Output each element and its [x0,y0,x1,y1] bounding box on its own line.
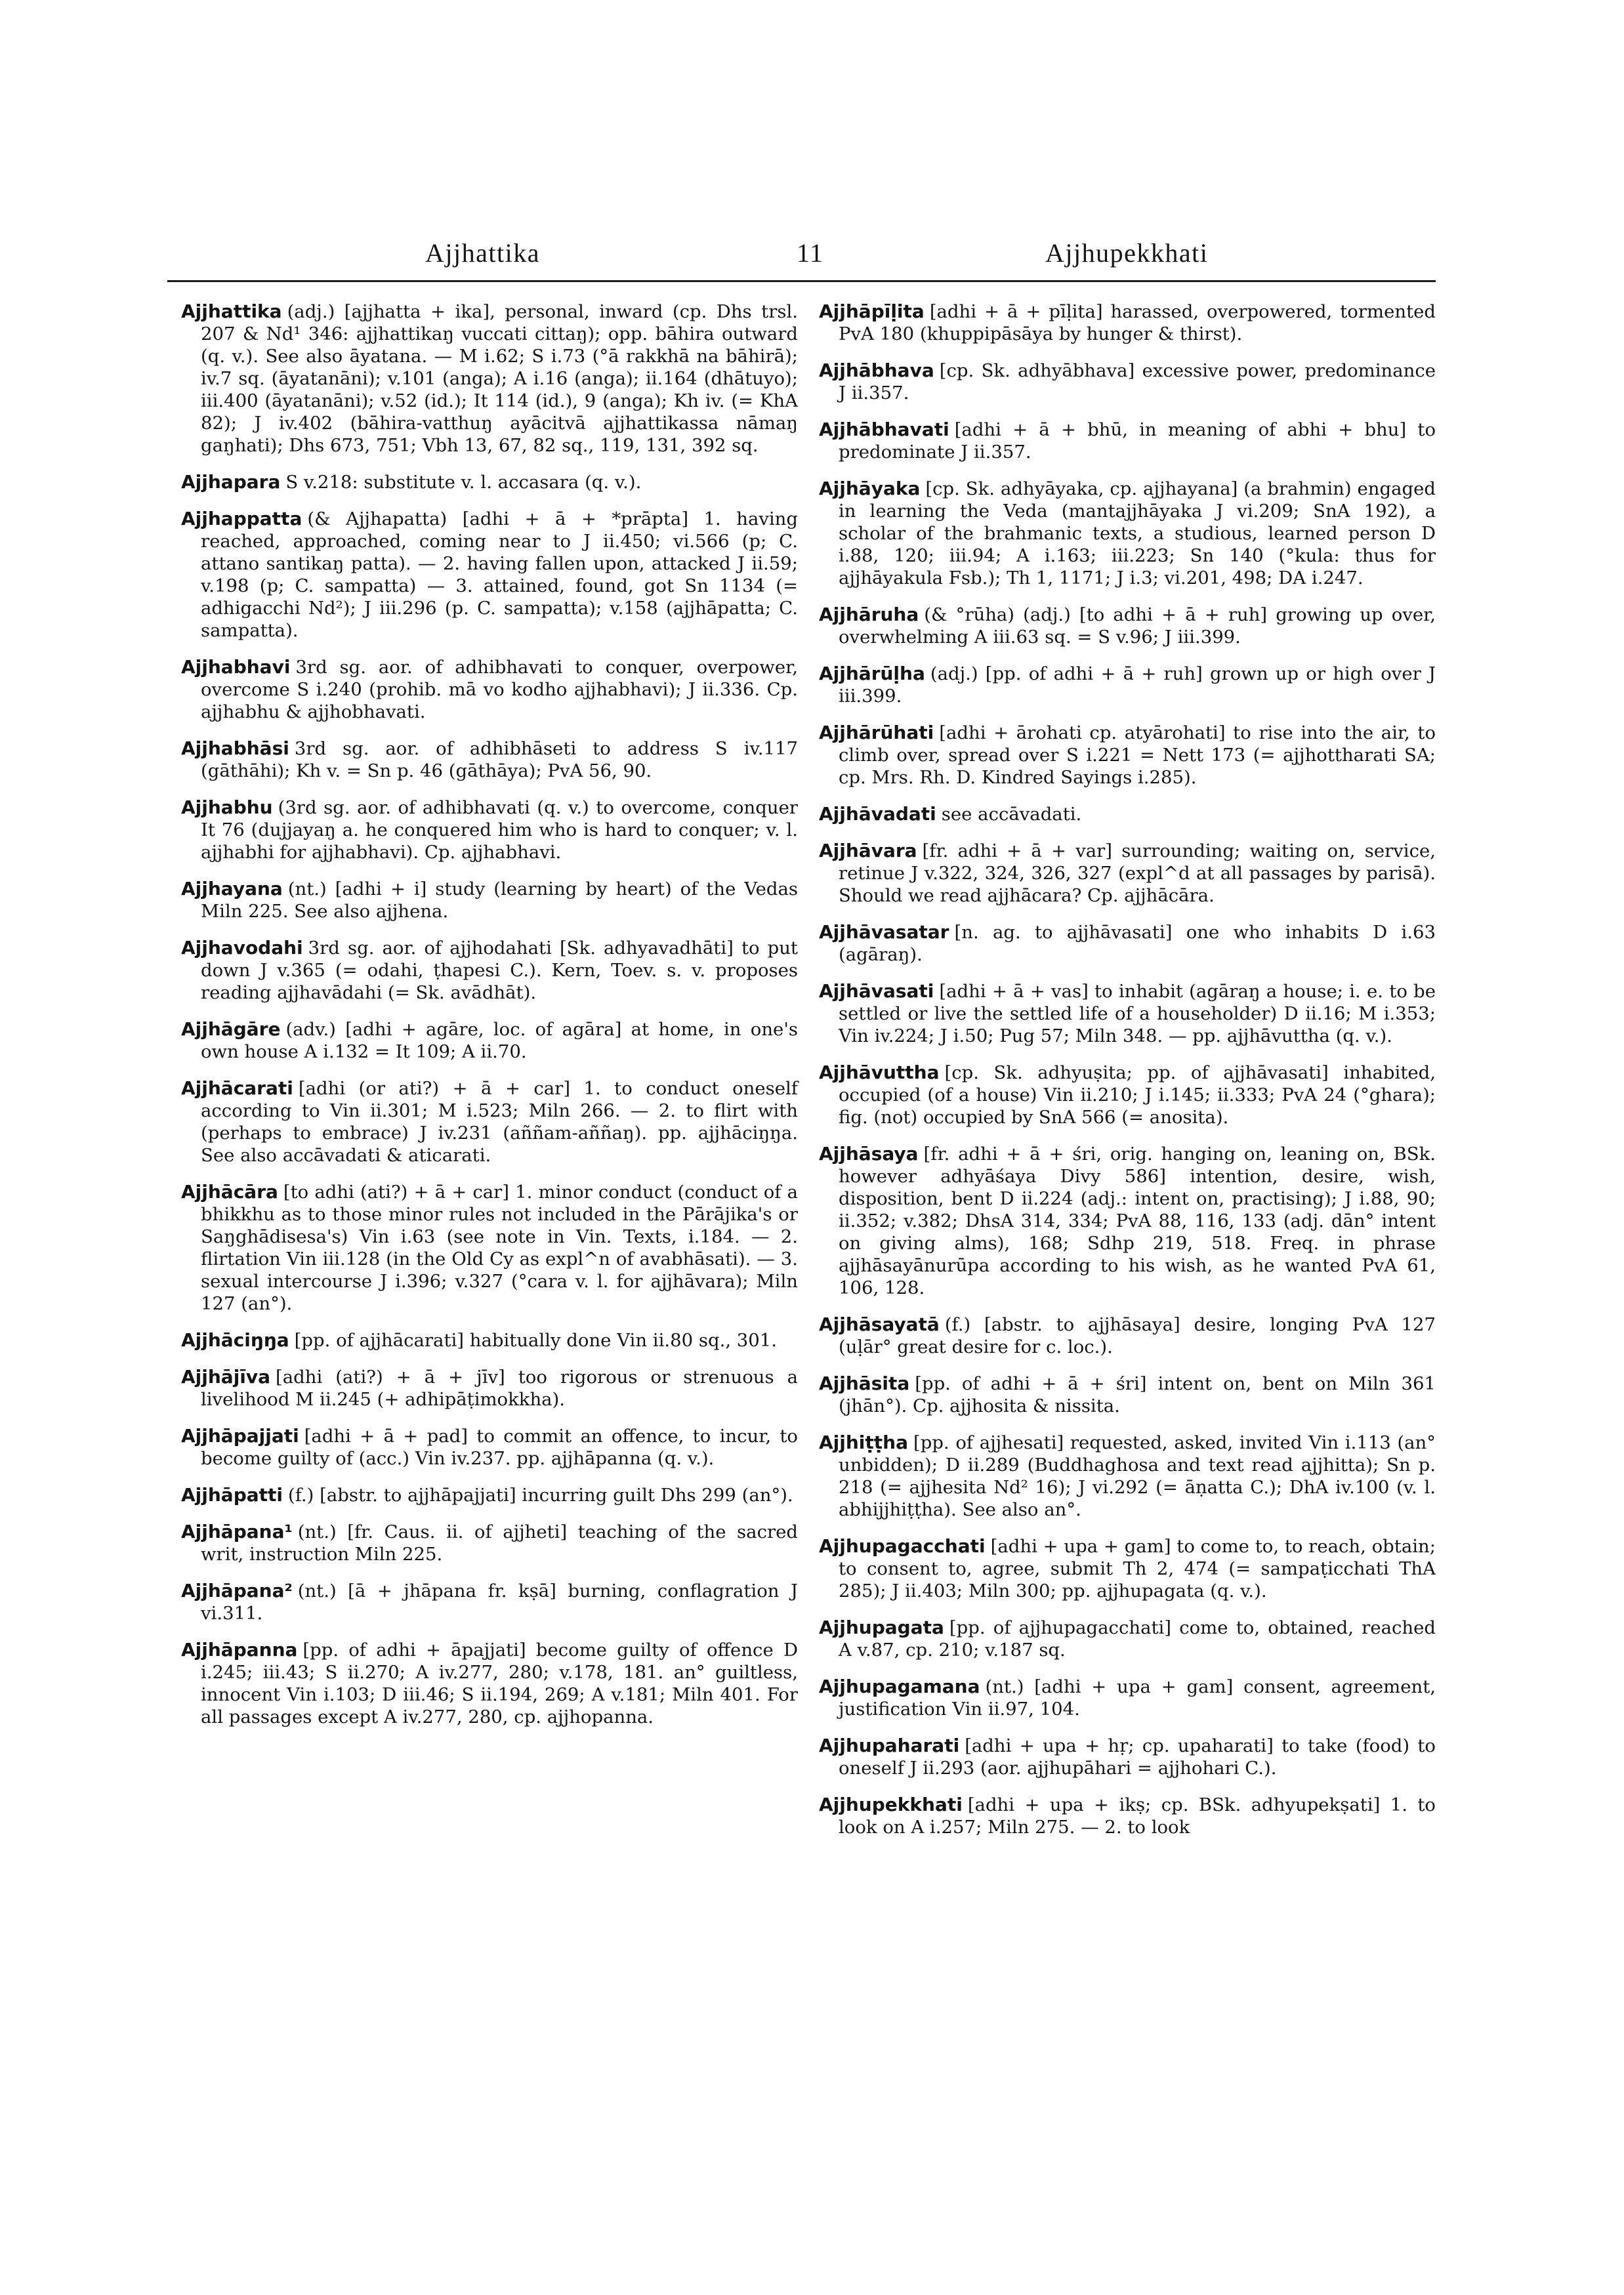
dictionary-entry [819,980,1436,1047]
entry-headword: Ajjhabhāsi [181,737,289,759]
entry-headword: Ajjhāyaka [819,478,921,499]
entry-headword: Ajjhupagata [819,1617,944,1638]
entry-definition: [adhi + ā + pīḷita] harassed, overpowered, tormented PvA 180 (khuppipāsāya by hunger & thirst). [839,301,1436,344]
dictionary-entry [819,921,1436,966]
entry-headword: Ajjhabhu [181,796,273,818]
entry-headword: Ajjhabhavi [181,656,291,678]
dictionary-entry [181,1521,798,1565]
entry-headword: Ajjhupagamana [819,1676,980,1697]
entry-headword: Ajjhācāra [181,1181,278,1203]
page-number: 11 [797,238,824,268]
entry-headword: Ajjhupekkhati [819,1794,963,1815]
entry-definition: (adj.) [ajjhatta + ika], personal, inward (cp. Dhs trsl. 207 & Nd¹ 346: ajjhattikaŋ vuccati cittaŋ); opp. bāhira outward (q. v.). See also āyatana. — M i.62; S i.73 (°ā rakkhā na bāhirā); iv.7 sq. (āyatanāni); v.101 (anga); A i.16 (anga); ii.164 (dhātuyo); iii.400 (āyatanāni); v.52 (id.); It 114 (id.), 9 (anga); Kh iv. (= KhA 82); J iv.402 (bāhira-vatthuŋ ayācitvā ajjhattikassa nāmaŋ gaŋhati); Dhs 673, 751; Vbh 13, 67, 82 sq., 119, 131, 392 sq. [201,301,798,456]
entry-headword: Ajjhāvara [819,840,917,861]
dictionary-entry [181,737,798,782]
entry-headword: Ajjhayana [181,878,283,899]
entry-headword: Ajjhāruha [819,604,919,625]
dictionary-entry [819,1735,1436,1779]
entry-headword: Ajjhāpatti [181,1484,283,1506]
right-column [819,300,1436,1853]
entry-definition: [adhi + upa + gam] to come to, to reach, obtain; to consent to, agree, submit Th 2, 474 (= sampaṭicchati ThA 285); J ii.403; Miln 300; pp. ajjhupagata (q. v.). [839,1536,1436,1602]
dictionary-entry [181,796,798,863]
entry-headword: Ajjhāvasati [819,980,934,1002]
entry-definition: (nt.) [ā + jhāpana fr. kṣā] burning, conflagration J vi.311. [201,1581,798,1624]
entry-headword: Ajjhābhavati [819,419,949,440]
dictionary-entry [819,478,1436,589]
dictionary-entry [819,1432,1436,1521]
entry-headword: Ajjhārūḷha [819,663,925,684]
dictionary-entry [181,1580,798,1624]
header-rule [167,280,1436,282]
entry-definition: [adhi (or ati?) + ā + car] 1. to conduct oneself according to Vin ii.301; M i.523; Miln 266. — 2. to flirt with (perhaps to embrace) J iv.231 (aññam-aññaŋ). pp. ajjhāciŋŋa. See also accāvadati & aticarati. [201,1078,798,1166]
entry-definition: [cp. Sk. adhyābhava] excessive power, predominance J ii.357. [839,360,1436,403]
entry-headword: Ajjhāsayatā [819,1313,940,1335]
dictionary-entry [819,1676,1436,1720]
entry-headword: Ajjhāpana¹ [181,1521,293,1542]
entry-headword: Ajjhāsaya [819,1143,919,1165]
dictionary-entry [181,656,798,723]
dictionary-entry [819,1313,1436,1358]
entry-headword: Ajjhattika [181,300,282,322]
entry-headword: Ajjhāpanna [181,1639,298,1661]
entry-headword: Ajjhācarati [181,1077,293,1099]
entry-headword: Ajjhupaharati [819,1735,960,1756]
dictionary-entry [819,1062,1436,1128]
entry-definition: [fr. adhi + ā + var] surrounding; waiting on, service, retinue J v.322, 324, 326, 327 (expl^d at all passages by parisā). Should we read ajjhācara? Cp. ajjhācāra. [839,840,1436,906]
dictionary-entry [181,1425,798,1470]
entry-headword: Ajjhiṭṭha [819,1432,908,1453]
dictionary-entry [181,1484,798,1506]
entry-headword: Ajjhappatta [181,508,302,529]
entry-headword: Ajjhāvuttha [819,1062,940,1083]
dictionary-entry [819,604,1436,648]
running-head-right: Ajjhupekkhati [1045,238,1209,268]
entry-definition: [fr. adhi + ā + śri, orig. hanging on, leaning on, BSk. however adhyāśaya Divy 586] intention, desire, wish, disposition, bent D ii.224 (adj.: intent on, practising); J i.88, 90; ii.352; v.382; DhsA 314, 334; PvA 88, 116, 133 (adj. dān° intent on giving alms), 168; Sdhp 219, 518. Freq. in phrase ajjhāsayānurūpa according to his wish, as he wanted PvA 61, 106, 128. [839,1144,1436,1298]
dictionary-entry [819,1794,1436,1838]
entry-headword: Ajjhāpajjati [181,1425,299,1447]
entry-headword: Ajjhāpana² [181,1580,293,1602]
dictionary-entry [819,840,1436,907]
entry-definition: [adhi + ā + pad] to commit an offence, to incur, to become guilty of (acc.) Vin iv.237. pp. ajjhāpanna (q. v.). [201,1426,798,1469]
entry-definition: 3rd sg. aor. of adhibhāseti to address S iv.117 (gāthāhi); Kh v. = Sn p. 46 (gāthāya); PvA 56, 90. [201,738,798,781]
dictionary-entry [819,419,1436,463]
entry-definition: [pp. of ajjhācarati] habitually done Vin ii.80 sq., 301. [294,1330,778,1351]
entry-definition: (& Ajjhapatta) [adhi + ā + *prāpta] 1. having reached, approached, coming near to J ii.450; vi.566 (p; C. attano santikaŋ patta). — 2. having fallen upon, attacked J ii.59; v.198 (p; C. sampatta) — 3. attained, found, got Sn 1134 (= adhigacchi Nd²); J iii.296 (p. C. sampatta); v.158 (ajjhāpatta; C. sampatta). [201,508,798,641]
entry-definition: 3rd sg. aor. of ajjhodahati [Sk. adhyavadhāti] to put down J v.365 (= odahi, ṭhapesi C.). Kern, Toev. s. v. proposes reading ajjhavādahi (= Sk. avādhāt). [201,938,798,1003]
dictionary-entry [181,1329,798,1352]
entry-headword: Ajjhārūhati [819,722,934,743]
entry-headword: Ajjhājīva [181,1366,271,1388]
dictionary-entry [819,360,1436,404]
dictionary-entry [819,1373,1436,1417]
entry-definition: [pp. of adhi + āpajjati] become guilty of offence D i.245; iii.43; S ii.270; A iv.277, 280; v.178, 181. an° guiltless, innocent Vin i.103; D iii.46; S ii.194, 269; A v.181; Miln 401. For all passages except A iv.277, 280, cp. ajjhopanna. [201,1640,798,1727]
dictionary-entry [181,1077,798,1167]
entry-definition: [adhi + ārohati cp. atyārohati] to rise into the air, to climb over, spread over S i.221 = Nett 173 (= ajjhottharati SA; cp. Mrs. Rh. D. Kindred Sayings i.285). [839,722,1436,788]
entry-definition: [adhi + upa + hṛ; cp. upaharati] to take (food) to oneself J ii.293 (aor. ajjhupāhari = ajjhohari C.). [839,1735,1436,1779]
entry-definition: [cp. Sk. adhyuṣita; pp. of ajjhāvasati] inhabited, occupied (of a house) Vin ii.210; J i.145; ii.333; PvA 24 (°ghara); fig. (not) occupied by SnA 566 (= anosita). [839,1062,1436,1128]
entry-headword: Ajjhāpīḷita [819,300,925,322]
dictionary-entry [819,1143,1436,1299]
entry-headword: Ajjhāsita [819,1373,910,1394]
dictionary-entry [819,722,1436,789]
entry-definition: [adhi (ati?) + ā + jīv] too rigorous or strenuous a livelihood M ii.245 (+ adhipāṭimokkha). [201,1367,798,1410]
dictionary-entry [819,1535,1436,1602]
entry-definition: [cp. Sk. adhyāyaka, cp. ajjhayana] (a brahmin) engaged in learning the Veda (mantajjhāyaka J vi.209; SnA 192), a scholar of the brahmanic texts, a studious, learned person D i.88, 120; iii.94; A i.163; iii.223; Sn 140 (°kula: thus for ajjhāyakula Fsb.); Th 1, 1171; J i.3; vi.201, 498; DA i.247. [839,478,1436,589]
entry-definition: [adhi + upa + ikṣ; cp. BSk. adhyupekṣati] 1. to look on A i.257; Miln 275. — 2. to look [839,1794,1436,1838]
entry-headword: Ajjhapara [181,471,281,493]
entry-definition: [n. ag. to ajjhāvasati] one who inhabits D i.63 (agāraŋ). [839,922,1436,965]
dictionary-entry [819,663,1436,707]
entry-definition: (3rd sg. aor. of adhibhavati (q. v.) to overcome, conquer It 76 (dujjayaŋ a. he conquered him who is hard to conquer; v. l. ajjhabhi for ajjhabhavi). Cp. ajjhabhavi. [201,797,798,863]
entry-definition: S v.218: substitute v. l. accasara (q. v.). [285,472,642,493]
entry-definition: see accāvadati. [941,804,1082,825]
dictionary-entry [819,1617,1436,1661]
left-column [181,300,798,1743]
entry-definition: [pp. of ajjhupagacchati] come to, obtained, reached A v.87, cp. 210; v.187 sq. [839,1617,1436,1661]
dictionary-entry [181,1639,798,1728]
entry-headword: Ajjhupagacchati [819,1535,986,1557]
dictionary-entry [181,1366,798,1411]
entry-definition: (f.) [abstr. to ajjhāsaya] desire, longing PvA 127 (uḷār° great desire for c. loc.). [839,1314,1436,1357]
dictionary-entry [181,300,798,457]
entry-definition: [adhi + ā + vas] to inhabit (agāraŋ a house; i. e. to be settled or live the settled life of a householder) D ii.16; M i.353; Vin iv.224; J i.50; Pug 57; Miln 348. — pp. ajjhāvuttha (q. v.). [839,981,1436,1046]
dictionary-entry [181,1181,798,1315]
entry-definition: (nt.) [fr. Caus. ii. of ajjheti] teaching of the sacred writ, instruction Miln 225. [201,1521,798,1565]
dictionary-entry [181,471,798,493]
entry-headword: Ajjhāciŋŋa [181,1329,289,1351]
entry-definition: (nt.) [adhi + i] study (learning by heart) of the Vedas Miln 225. See also ajjhena. [201,879,798,922]
running-head-left: Ajjhattika [425,238,540,268]
dictionary-entry [181,878,798,922]
entry-headword: Ajjhāvadati [819,803,936,825]
entry-headword: Ajjhāgāre [181,1018,281,1040]
dictionary-entry [819,300,1436,345]
dictionary-entry [819,803,1436,825]
entry-definition: (adj.) [pp. of adhi + ā + ruh] grown up or high over J iii.399. [839,663,1436,707]
entry-definition: [pp. of adhi + ā + śri] intent on, bent on Miln 361 (jhān°). Cp. ajjhosita & nissita. [839,1373,1436,1416]
entry-definition: [to adhi (ati?) + ā + car] 1. minor conduct (conduct of a bhikkhu as to those minor rules not included in the Pārājika's or Saŋghādisesa's) Vin i.63 (see note in Vin. Texts, i.184. — 2. flirtation Vin iii.128 (in the Old Cy as expl^n of avabhāsati). — 3. sexual intercourse J i.396; v.327 (°cara v. l. for ajjhāvara); Miln 127 (an°). [201,1182,798,1314]
entry-headword: Ajjhāvasatar [819,921,949,943]
entry-definition: [adhi + ā + bhū, in meaning of abhi + bhu] to predominate J ii.357. [839,419,1436,463]
entry-headword: Ajjhābhava [819,360,934,381]
entry-definition: (& °rūha) (adj.) [to adhi + ā + ruh] growing up over, overwhelming A iii.63 sq. = S v.96; J iii.399. [839,604,1436,648]
entry-definition: 3rd sg. aor. of adhibhavati to conquer, overpower, overcome S i.240 (prohib. mā vo kodho ajjhabhavi); J ii.336. Cp. ajjhabhu & ajjhobhavati. [201,657,798,722]
entry-headword: Ajjhavodahi [181,937,303,959]
dictionary-entry [181,937,798,1004]
entry-definition: (adv.) [adhi + agāre, loc. of agāra] at home, in one's own house A i.132 = It 109; A ii.70. [201,1019,798,1062]
entry-definition: [pp. of ajjhesati] requested, asked, invited Vin i.113 (an° unbidden); D ii.289 (Buddhaghosa and text read ajjhitta); Sn p. 218 (= ajjhesita Nd² 16); J vi.292 (= āṇatta C.); DhA iv.100 (v. l. abhijjhiṭṭha). See also an°. [839,1432,1436,1520]
entry-definition: (f.) [abstr. to ajjhāpajjati] incurring guilt Dhs 299 (an°). [288,1485,793,1506]
entry-definition: (nt.) [adhi + upa + gam] consent, agreement, justification Vin ii.97, 104. [839,1676,1436,1720]
dictionary-entry [181,508,798,642]
dictionary-entry [181,1018,798,1063]
